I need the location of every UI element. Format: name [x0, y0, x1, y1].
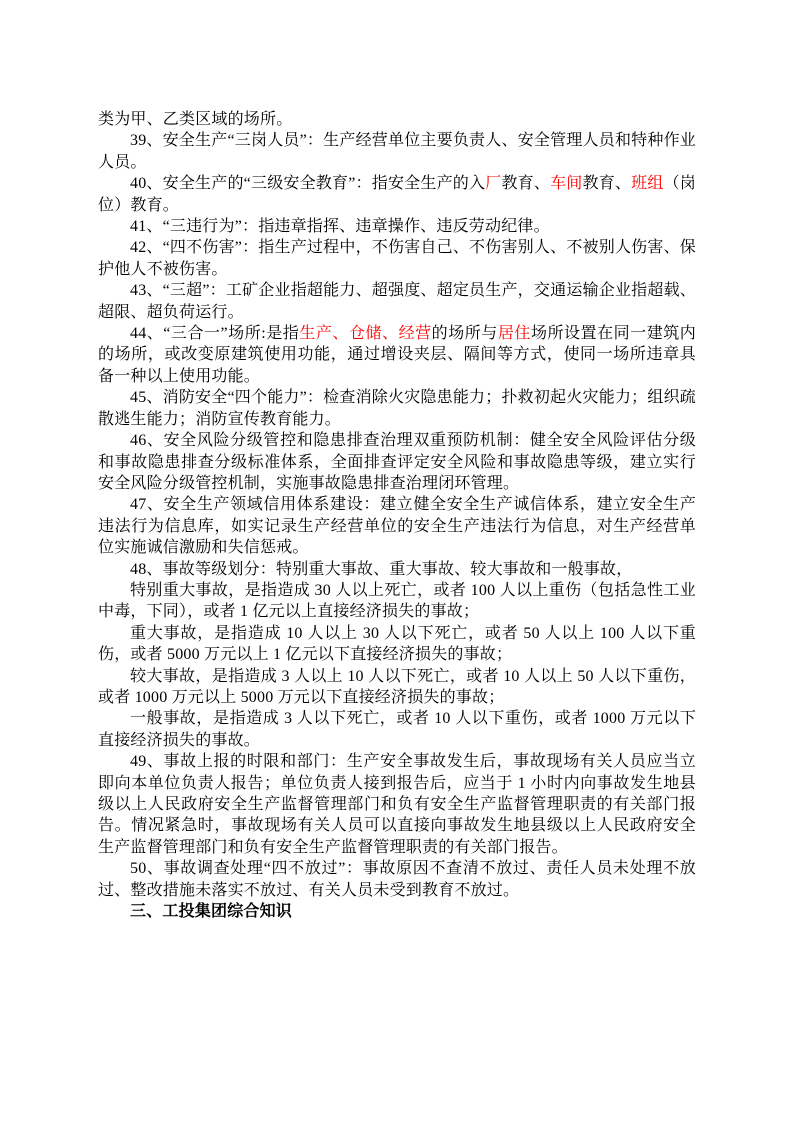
paragraph-item-48-general — [98, 708, 696, 751]
highlighted-text: 生产、仓储、经营 — [299, 325, 432, 343]
text-run: 教育、 — [501, 175, 551, 193]
paragraph-item-43 — [98, 280, 696, 323]
text-run: 41、“三违行为”：指违章指挥、违章操作、违反劳动纪律。 — [130, 218, 550, 236]
text-run: 场所设置在同一建筑内的场所，或改变原建筑使用功能，通过增设夹层、隔间等方式，使同一场所违章具备一种以上使用功能。 — [98, 325, 696, 385]
paragraph-item-50 — [98, 858, 696, 901]
text-run: 特别重大事故，是指造成 30 人以上死亡，或者 100 人以上重伤（包括急性工业中毒，下同），或者 1 亿元以上直接经济损失的事故； — [98, 581, 696, 621]
text-run: 44、“三合一”场所:是指 — [130, 325, 300, 343]
paragraph-item-48-extra-serious — [98, 580, 696, 623]
text-run: 48、事故等级划分：特别重大事故、重大事故、较大事故和一般事故， — [130, 560, 633, 578]
text-run: 50、事故调查处理“四不放过”：事故原因不查清不放过、责任人员未处理不放过、整改措施未落实不放过、有关人员未受到教育不放过。 — [98, 860, 696, 899]
paragraph-item-41 — [98, 216, 696, 237]
text-run: 较大事故，是指造成 3 人以上 10 人以下死亡，或者 10 人以上 50 人以下重伤，或者 1000 万元以上 5000 万元以下直接经济损失的事故； — [98, 667, 696, 706]
highlighted-text: 厂 — [485, 175, 502, 193]
text-run: 类为甲、乙类区域的场所。 — [98, 111, 293, 128]
text-run: 教育、 — [582, 175, 632, 193]
paragraph-item-48-serious — [98, 623, 696, 666]
page-content — [98, 109, 696, 922]
text-run: 49、事故上报的时限和部门：生产安全事故发生后，事故现场有关人员应当立即向本单位负责人报告；单位负责人接到报告后，应当于 1 小时内向事故发生地县级以上人民政府安全生产监督管理部门和负有安全生产监督管理职责的有关部门报告。情况紧急时，事故现场有关人员可以直接向事故发生地县级以上人民政府安全生产监督管理部门和负有安全生产监督管理职责的有关部门报告。 — [98, 753, 696, 856]
paragraph-item-38-continuation — [98, 109, 696, 130]
text-run: 46、安全风险分级管控和隐患排查治理双重预防机制：健全安全风险评估分级和事故隐患排查分级标准体系，全面排查评定安全风险和事故隐患等级，建立实行安全风险分级管控机制，实施事故隐患排查治理闭环管理。 — [98, 432, 696, 492]
paragraph-item-48 — [98, 559, 696, 580]
text-run: 的场所与 — [431, 325, 498, 343]
paragraph-item-40 — [98, 173, 696, 216]
paragraph-item-42 — [98, 237, 696, 280]
highlighted-text: 居住 — [497, 325, 531, 343]
paragraph-item-46 — [98, 430, 696, 494]
paragraph-item-45 — [98, 387, 696, 430]
paragraph-item-49 — [98, 751, 696, 858]
text-run: 45、消防安全“四个能力”：检查消除火灾隐患能力；扑救初起火灾能力；组织疏散逃生能力；消防宣传教育能力。 — [98, 389, 696, 428]
text-run: 39、安全生产“三岗人员”：生产经营单位主要负责人、安全管理人员和特种作业人员。 — [98, 132, 696, 171]
text-run: 47、安全生产领域信用体系建设：建立健全安全生产诚信体系，建立安全生产违法行为信息库，如实记录生产经营单位的安全生产违法行为信息，对生产经营单位实施诚信激励和失信惩戒。 — [98, 496, 696, 557]
text-run: 一般事故，是指造成 3 人以下死亡，或者 10 人以下重伤，或者 1000 万元以下直接经济损失的事故。 — [98, 710, 696, 749]
text-run: 重大事故，是指造成 10 人以上 30 人以下死亡，或者 50 人以上 100 人以下重伤，或者 5000 万元以上 1 亿元以下直接经济损失的事故； — [98, 624, 696, 664]
paragraph-item-39 — [98, 130, 696, 173]
highlighted-text: 车间 — [550, 175, 583, 193]
text-run: （岗位）教育。 — [98, 175, 696, 214]
text-run: 40、安全生产的“三级安全教育”：指安全生产的入 — [130, 175, 486, 193]
paragraph-item-47 — [98, 494, 696, 558]
text-run: 三、工投集团综合知识 — [130, 903, 293, 921]
text-run: 42、“四不伤害”：指生产过程中，不伤害自己、不伤害别人、不被别人伤害、保护他人不被伤害。 — [98, 239, 696, 278]
highlighted-text: 班组 — [631, 175, 664, 193]
section-heading — [98, 901, 696, 922]
text-run: 43、“三超”：工矿企业指超能力、超强度、超定员生产，交通运输企业指超载、超限、超负荷运行。 — [98, 282, 696, 321]
paragraph-item-44 — [98, 323, 696, 387]
paragraph-item-48-larger — [98, 666, 696, 709]
